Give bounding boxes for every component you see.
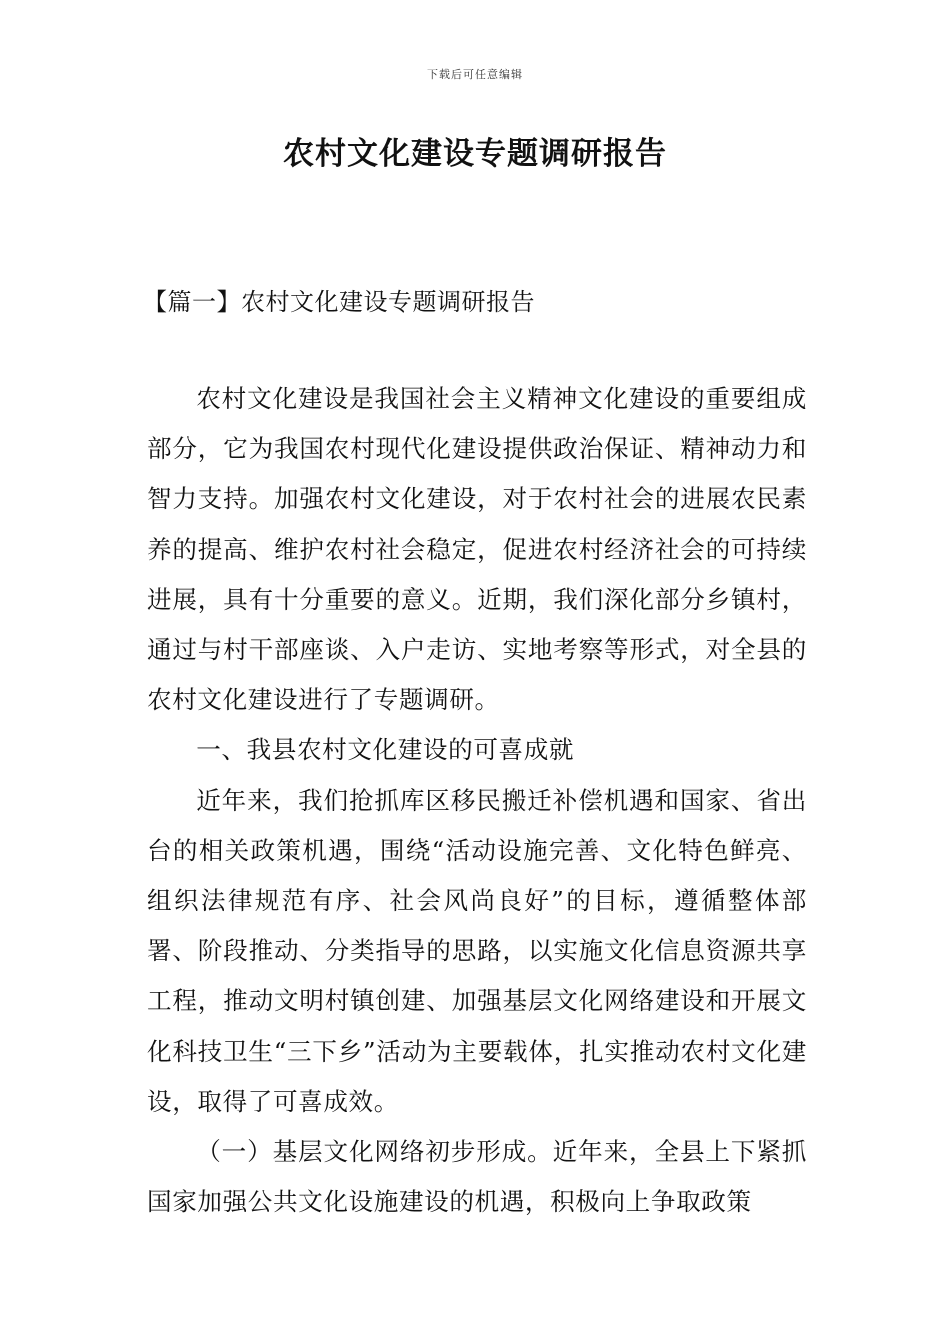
body-paragraph: 近年来，我们抢抓库区移民搬迁补偿机遇和国家、省出台的相关政策机遇，围绕“活动设施完善、文化特色鲜亮、组织法律规范有序、社会风尚良好”的目标，遵循整体部署、阶段推动、分类指导的思路，以实施文化信息资源共享工程，推动文明村镇创建、加强基层文化网络建设和开展文化科技卫生“三下乡”活动为主要载体，扎实推动农村文化建设，取得了可喜成效。 [147,785,807,1116]
header-note: 下载后可任意编辑 [427,68,523,81]
body-paragraph: （一）基层文化网络初步形成。近年来，全县上下紧抓国家加强公共文化设施建设的机遇，积极向上争取政策 [147,1137,807,1217]
document-body [147,374,807,1227]
subsection-heading: 一、我县农村文化建设的可喜成就 [196,735,575,765]
body-paragraph: 农村文化建设是我国社会主义精神文化建设的重要组成部分，它为我国农村现代化建设提供政治保证、精神动力和智力支持。加强农村文化建设，对于农村社会的进展农民素养的提高、维护农村社会稳定，促进农村经济社会的可持续进展，具有十分重要的意义。近期，我们深化部分乡镇村，通过与村干部座谈、入户走访、实地考察等形式，对全县的农村文化建设进行了专题调研。 [147,384,807,715]
document-title: 农村文化建设专题调研报告 [283,136,667,172]
section-heading: 【篇一】农村文化建设专题调研报告 [143,288,535,316]
